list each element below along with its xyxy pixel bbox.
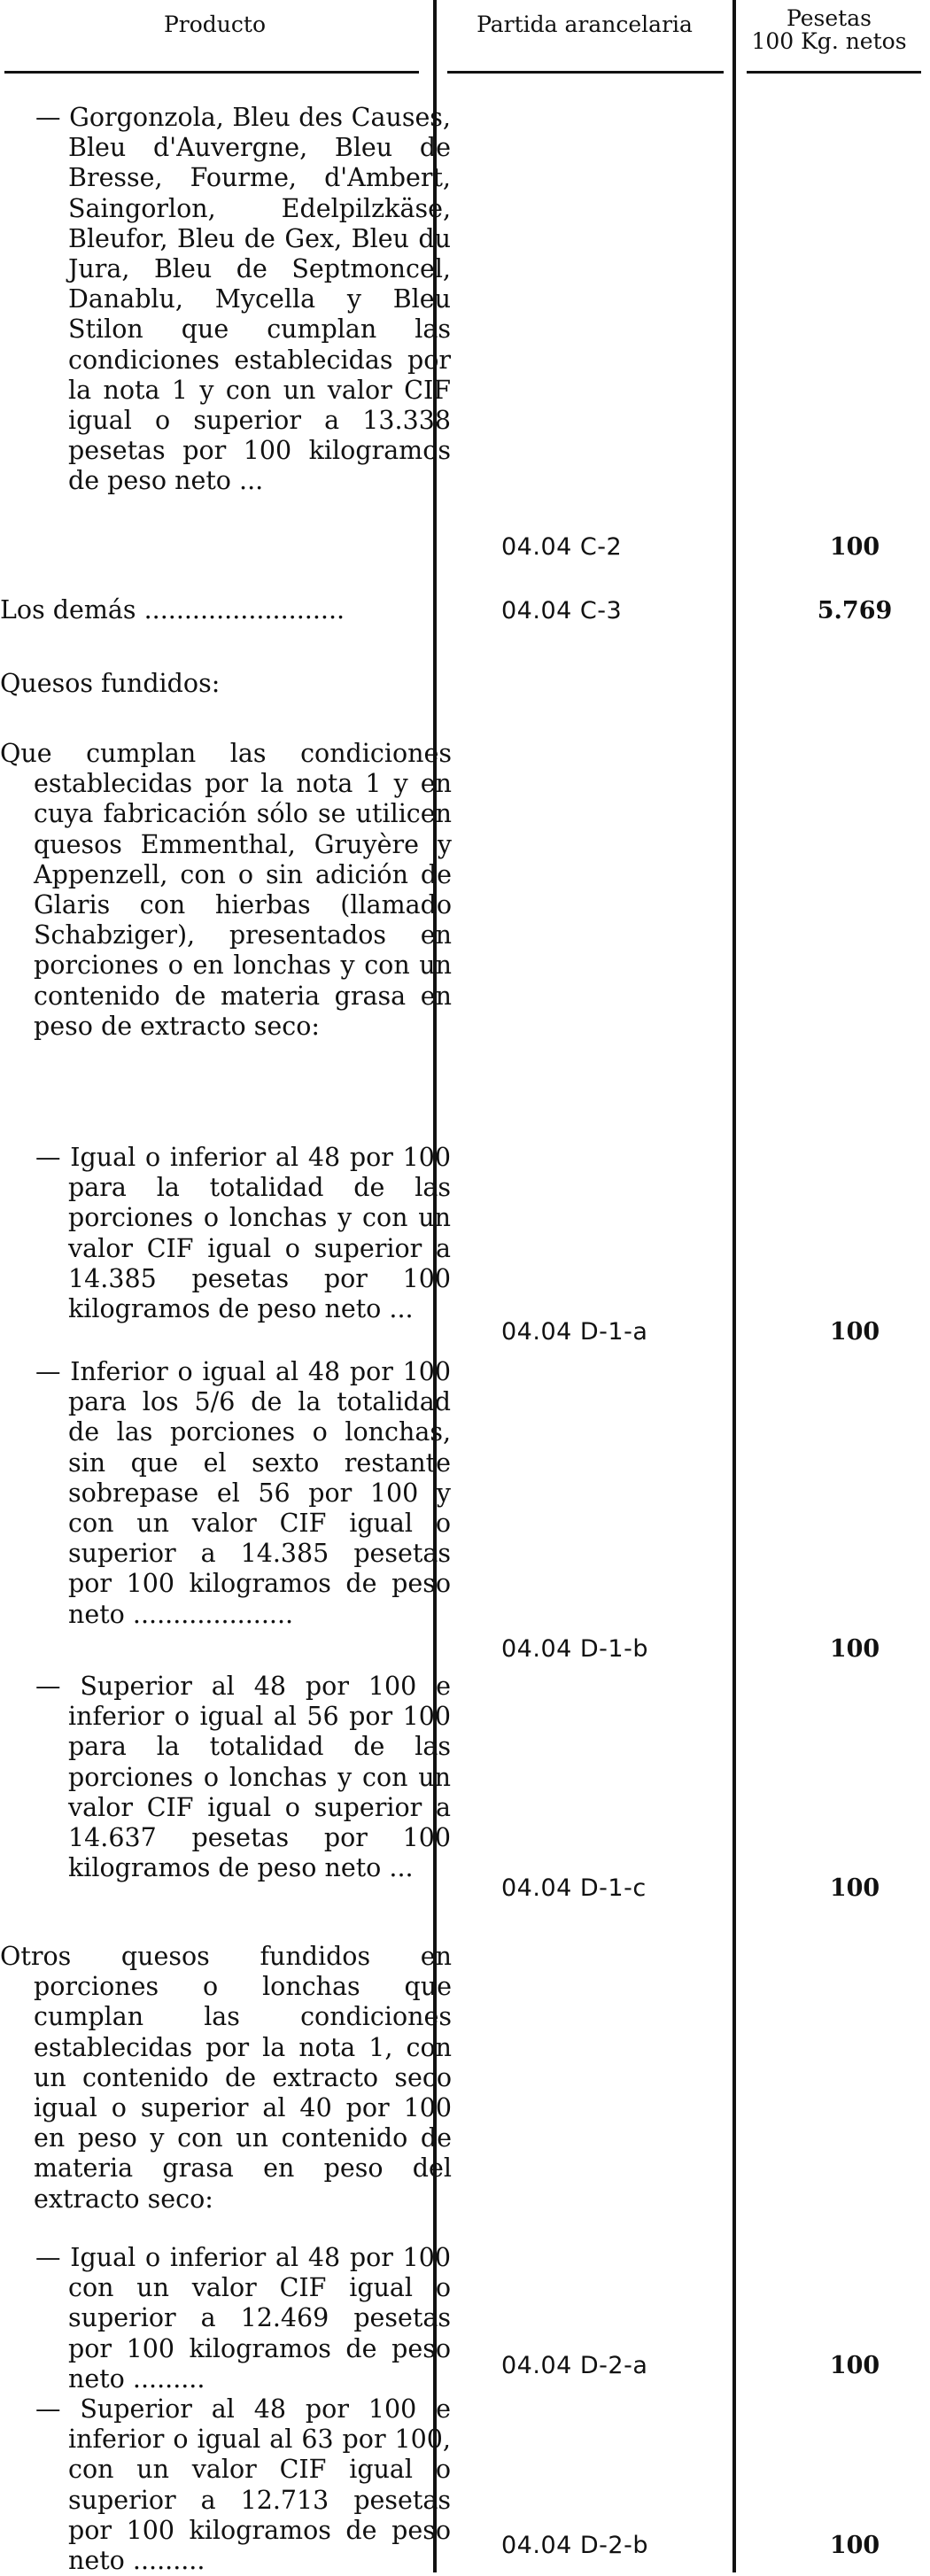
row-pesetas-c3: 5.769 xyxy=(817,597,893,625)
row-pesetas-c2: 100 xyxy=(829,533,880,561)
column-divider-right xyxy=(732,0,736,2572)
section-title-quesos-fundidos: Quesos fundidos: xyxy=(0,669,221,698)
header-pesetas xyxy=(736,7,922,53)
header-partida: Partida arancelaria xyxy=(477,12,693,37)
header-rule-producto xyxy=(4,71,419,74)
row-partida-c3: 04.04 C-3 xyxy=(501,597,623,625)
row-pesetas-d1a: 100 xyxy=(829,1318,880,1346)
row-pesetas-d2a: 100 xyxy=(829,2352,880,2379)
row-text-d1a: — Igual o inferior al 48 por 100 para la totalidad de las porciones o lonchas y con un valor CIF igual o superior a 14.385 pesetas por 100 kilogramos de peso neto ... xyxy=(35,1143,451,1324)
row-text-gorgonzola: — Gorgonzola, Bleu des Causes, Bleu d'Auvergne, Bleu de Bresse, Fourme, d'Ambert, Saingorlon, Edelpilzkäse, Bleufor, Bleu de Gex, Bleu du Jura, Bleu de Septmoncel, Danablu, Mycella y Bleu Stilon que cumplan las condiciones establecidas por la nota 1 y con un valor CIF igual o superior a 13.338 pesetas por 100 kilogramos de peso neto ... xyxy=(35,103,451,496)
row-text-d1b: — Inferior o igual al 48 por 100 para los 5/6 de la totalidad de las porciones o lonchas, sin que el sexto restante sobrepase el 56 por 100 y con un valor CIF igual o superior a 14.385 pesetas por 100 kilogramos de peso neto .................... xyxy=(35,1357,451,1629)
row-partida-d2b: 04.04 D-2-b xyxy=(501,2532,648,2559)
row-text-d2b: — Superior al 48 por 100 e inferior o igual al 63 por 100, con un valor CIF igual o superior a 12.713 pesetas por 100 kilogramos de peso neto ......... xyxy=(35,2394,451,2576)
row-partida-d1c: 04.04 D-1-c xyxy=(501,1874,647,1902)
header-rule-pesetas xyxy=(747,71,921,74)
row-pesetas-d1c: 100 xyxy=(829,1874,880,1902)
row-text-otros-quesos: Otros quesos fundidos en porciones o lonchas que cumplan las condiciones establecidas por la nota 1, con un contenido de extracto seco igual o superior al 40 por 100 en peso y con un contenido de materia grasa en peso del extracto seco: xyxy=(0,1942,452,2214)
row-text-que-cumplan: Que cumplan las condiciones establecidas por la nota 1 y en cuya fabricación sólo se utilicen quesos Emmenthal, Gruyère y Appenzell, con o sin adición de Glaris con hierbas (llamado Schabziger), presentados en porciones o en lonchas y con un contenido de materia grasa en peso de extracto seco: xyxy=(0,739,452,1041)
row-text-los-demas: Los demás ......................... xyxy=(0,595,345,625)
header-pesetas-line2: 100 Kg. netos xyxy=(751,28,907,54)
row-pesetas-d1b: 100 xyxy=(829,1635,880,1663)
row-pesetas-d2b: 100 xyxy=(829,2532,880,2559)
row-partida-d1a: 04.04 D-1-a xyxy=(501,1318,648,1346)
row-partida-d2a: 04.04 D-2-a xyxy=(501,2352,648,2379)
row-text-d1c: — Superior al 48 por 100 e inferior o igual al 56 por 100 para la totalidad de las porciones o lonchas y con un valor CIF igual o superior a 14.637 pesetas por 100 kilogramos de peso neto ... xyxy=(35,1672,451,1883)
row-text-d2a: — Igual o inferior al 48 por 100 con un valor CIF igual o superior a 12.469 pesetas por 100 kilogramos de peso neto ......... xyxy=(35,2243,451,2394)
header-rule-partida xyxy=(447,71,724,74)
row-partida-d1b: 04.04 D-1-b xyxy=(501,1635,648,1663)
header-producto: Producto xyxy=(163,12,267,37)
header-pesetas-line1: Pesetas xyxy=(787,5,872,31)
row-partida-c2: 04.04 C-2 xyxy=(501,533,623,561)
